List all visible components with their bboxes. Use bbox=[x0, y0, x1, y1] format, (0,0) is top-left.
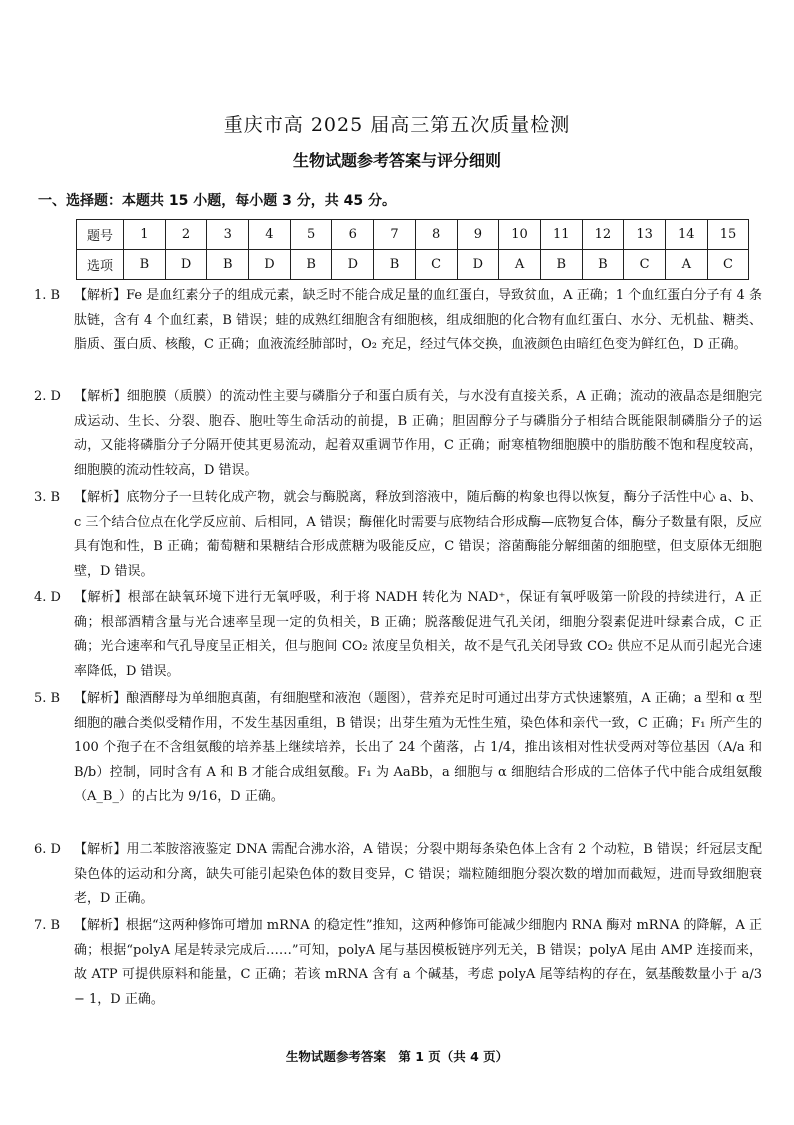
item-text: 【解析】Fe 是血红素分子的组成元素，缺乏时不能合成足量的血红蛋白，导致贫血，A 正确；1 个血红蛋白分子有 4 条肽链，含有 4 个血红素，B 错误；蛙的成熟红细胞含有细胞核，组成细胞的化合物有血红蛋白、水分、无机盐、糖类、脂质、蛋白质、核酸，C 正确；血液流经肺部时，O₂ 充足，经过气体交换，血液颜色由暗红色变为鲜红色，D 正确。 bbox=[74, 288, 762, 353]
explanation-item-7 bbox=[34, 914, 762, 1012]
answer-table bbox=[76, 219, 749, 280]
explanation-item-6 bbox=[34, 838, 762, 912]
question-number-cell: 10 bbox=[499, 220, 541, 250]
answer-cell: D bbox=[457, 250, 499, 280]
page-footer: 生物试题参考答案 第 1 页（共 4 页） bbox=[285, 1049, 509, 1064]
section-heading: 一、选择题：本题共 15 小题，每小题 3 分，共 45 分。 bbox=[38, 193, 396, 209]
answer-cell: B bbox=[207, 250, 249, 280]
answer-cell: A bbox=[665, 250, 707, 280]
answer-cell: C bbox=[415, 250, 457, 280]
item-number: 2. D bbox=[34, 389, 61, 404]
item-number: 1. B bbox=[34, 288, 61, 303]
answer-cell: D bbox=[165, 250, 207, 280]
question-number-cell: 8 bbox=[415, 220, 457, 250]
item-number: 3. B bbox=[34, 490, 61, 505]
explanation-item-3 bbox=[34, 486, 762, 584]
item-number: 4. D bbox=[34, 590, 61, 605]
page-subtitle: 生物试题参考答案与评分细则 bbox=[292, 151, 501, 170]
question-number-cell: 7 bbox=[374, 220, 416, 250]
answer-cell: B bbox=[582, 250, 624, 280]
answer-cell: B bbox=[540, 250, 582, 280]
answer-cell: D bbox=[332, 250, 374, 280]
question-number-row bbox=[77, 220, 749, 250]
answer-cell: C bbox=[624, 250, 666, 280]
item-number: 6. D bbox=[34, 842, 61, 857]
question-number-cell: 13 bbox=[624, 220, 666, 250]
answer-row bbox=[77, 250, 749, 280]
answer-cell: A bbox=[499, 250, 541, 280]
question-number-cell: 12 bbox=[582, 220, 624, 250]
explanation-item-5 bbox=[34, 687, 762, 810]
explanation-item-4 bbox=[34, 586, 762, 684]
question-number-cell: 11 bbox=[540, 220, 582, 250]
question-number-cell: 3 bbox=[207, 220, 249, 250]
page-title: 重庆市高 2025 届高三第五次质量检测 bbox=[223, 114, 571, 136]
row-label-answer: 选项 bbox=[77, 250, 124, 280]
question-number-cell: 6 bbox=[332, 220, 374, 250]
answer-cell: C bbox=[707, 250, 749, 280]
answer-cell: D bbox=[249, 250, 291, 280]
question-number-cell: 1 bbox=[124, 220, 166, 250]
question-number-cell: 5 bbox=[290, 220, 332, 250]
answer-cell: B bbox=[374, 250, 416, 280]
item-number: 7. B bbox=[34, 918, 61, 933]
item-text: 【解析】底物分子一旦转化成产物，就会与酶脱离，释放到溶液中，随后酶的构象也得以恢复，酶分子活性中心 a、b、c 三个结合位点在化学反应前、后相同，A 错误；酶催化时需要与底物结合形成酶—底物复合体，酶分子数量有限，反应具有饱和性，B 正确；葡萄糖和果糖结合形成蔗糖为吸能反应，C 错误；溶菌酶能分解细菌的细胞壁，但支原体无细胞壁，D 错误。 bbox=[74, 490, 762, 579]
item-text: 【解析】细胞膜（质膜）的流动性主要与磷脂分子和蛋白质有关，与水没有直接关系，A 正确；流动的液晶态是细胞完成运动、生长、分裂、胞吞、胞吐等生命活动的前提，B 正确；胆固醇分子与磷脂分子相结合既能限制磷脂分子的运动，又能将磷脂分子分隔开使其更易流动，起着双重调节作用，C 正确；耐寒植物细胞膜中的脂肪酸不饱和程度较高，细胞膜的流动性较高，D 错误。 bbox=[74, 389, 762, 478]
question-number-cell: 15 bbox=[707, 220, 749, 250]
item-number: 5. B bbox=[34, 691, 61, 706]
question-number-cell: 2 bbox=[165, 220, 207, 250]
item-text: 【解析】用二苯胺溶液鉴定 DNA 需配合沸水浴，A 错误；分裂中期每条染色体上含有 2 个动粒，B 错误；纤冠层支配染色体的运动和分离，缺失可能引起染色体的数目变异，C 错误；端粒随细胞分裂次数的增加而截短，进而导致细胞衰老，D 正确。 bbox=[74, 842, 762, 907]
row-label-number: 题号 bbox=[77, 220, 124, 250]
question-number-cell: 14 bbox=[665, 220, 707, 250]
explanation-item-2 bbox=[34, 385, 762, 483]
item-text: 【解析】根据“这两种修饰可增加 mRNA 的稳定性”推知，这两种修饰可能减少细胞内 RNA 酶对 mRNA 的降解，A 正确；根据“polyA 尾是转录完成后……”可知，polyA 尾与基因模板链序列无关，B 错误；polyA 尾由 AMP 连接而来，故 ATP 可提供原料和能量，C 正确；若该 mRNA 含有 a 个碱基，考虑 polyA 尾等结构的存在，氨基酸数量小于 a/3 − 1，D 正确。 bbox=[74, 918, 762, 1007]
question-number-cell: 9 bbox=[457, 220, 499, 250]
question-number-cell: 4 bbox=[249, 220, 291, 250]
item-text: 【解析】酿酒酵母为单细胞真菌，有细胞壁和液泡（题图），营养充足时可通过出芽方式快速繁殖，A 正确；a 型和 α 型细胞的融合类似受精作用，不发生基因重组，B 错误；出芽生殖为无性生殖，染色体和亲代一致，C 正确；F₁ 所产生的 100 个孢子在不含组氨酸的培养基上继续培养，长出了 24 个菌落，占 1/4，推出该相对性状受两对等位基因（A/a 和 B/b）控制，同时含有 A 和 B 才能合成组氨酸。F₁ 为 AaBb，a 细胞与 α 细胞结合形成的二倍体子代中能合成组氨酸（A_B_）的占比为 9/16，D 正确。 bbox=[74, 691, 762, 805]
answer-cell: B bbox=[124, 250, 166, 280]
item-text: 【解析】根部在缺氧环境下进行无氧呼吸，利于将 NADH 转化为 NAD⁺，保证有氧呼吸第一阶段的持续进行，A 正确；根部酒精含量与光合速率呈现一定的负相关，B 正确；脱落酸促进气孔关闭，细胞分裂素促进叶绿素合成，C 正确；光合速率和气孔导度呈正相关，但与胞间 CO₂ 浓度呈负相关，故不是气孔关闭导致 CO₂ 供应不足从而引起光合速率降低，D 错误。 bbox=[74, 590, 762, 679]
explanation-item-1 bbox=[34, 284, 762, 358]
answer-cell: B bbox=[290, 250, 332, 280]
